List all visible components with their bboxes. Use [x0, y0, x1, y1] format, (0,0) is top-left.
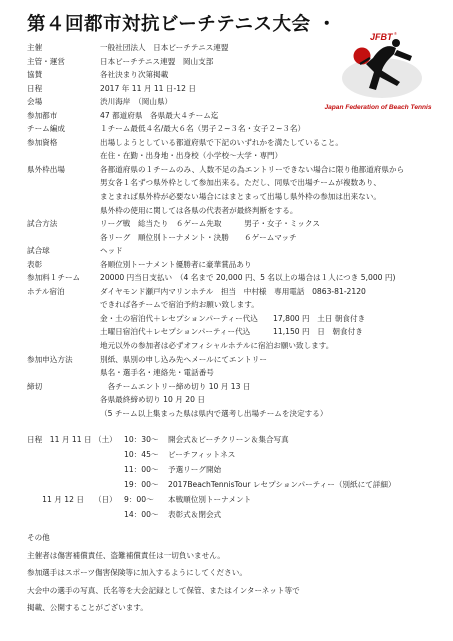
- schedule-time: 11：00～: [124, 465, 159, 474]
- schedule-event: 表彰式＆閉会式: [168, 510, 222, 519]
- row-value: 一般社団法人 日本ビーチテニス連盟: [100, 43, 229, 52]
- info-row: [27, 380, 447, 394]
- schedule-event: 2017BeachTennisTour レセプションパーティー（別紙にて詳細）: [168, 480, 396, 489]
- info-row: [27, 82, 447, 96]
- row-value: 各社決まり次第掲載: [100, 70, 169, 80]
- schedule-day: [27, 477, 94, 492]
- schedule-weekday: [94, 477, 124, 492]
- note-line: 参加選手はスポーツ傷害保険等に加入するようにしてください。: [27, 568, 247, 577]
- row-label: ホテル宿泊: [27, 286, 65, 296]
- row-value: リーグ戦 総当たり ６ゲーム先取 男子・女子・ミックス: [100, 219, 320, 229]
- row-value: 県名・選手名・連絡先・電話番号: [100, 368, 214, 378]
- schedule-time: 14：00～: [124, 510, 159, 519]
- row-label: [27, 366, 100, 380]
- row-value: 在住・在勤・出身地・出身校（小学校～大学・専門）: [100, 151, 283, 161]
- info-row: [27, 204, 447, 218]
- schedule-day: [27, 507, 94, 522]
- row-value: 47 都道府県 各県最大４チーム迄: [100, 110, 219, 120]
- row-value: 各リーグ 順位別トーナメント・決勝 ６ゲームマッチ: [100, 232, 297, 242]
- info-row: [27, 271, 447, 285]
- schedule-day: [27, 462, 94, 477]
- schedule-event: 開会式＆ビーチクリーン＆集合写真: [168, 435, 289, 444]
- schedule-row: [27, 432, 447, 447]
- schedule-day: [27, 447, 94, 462]
- row-value: 地元以外の参加者は必ずオフィシャルホテルに宿泊お願い致します。: [100, 341, 334, 351]
- info-row: [27, 231, 447, 245]
- row-value: （5 チーム以上集まった県は県内で選考し出場チームを決定する）: [100, 408, 328, 418]
- info-row: [27, 393, 447, 407]
- row-label: 県外枠出場: [27, 164, 65, 174]
- row-label: [27, 312, 100, 326]
- row-label: [27, 231, 100, 245]
- row-label: [27, 176, 100, 190]
- row-label: [27, 190, 100, 204]
- row-label: [27, 325, 100, 339]
- row-value: 男女各１名ずつ県外枠として参加出来る。ただし、同県で出場チームが複数あり、: [100, 178, 381, 188]
- note-line: 掲載、公開することがございます。: [27, 603, 148, 612]
- schedule: [27, 432, 447, 522]
- row-value: 金・土の宿泊代＋レセプションパーティー代込 17,800 円 土日 朝食付き: [100, 313, 366, 323]
- row-value: 土曜日宿泊代＋レセプションパーティー代込 11,150 円 日 朝食付き: [100, 327, 363, 337]
- note-line: 主催者は傷害補償責任、盗難補償責任は一切負いません。: [27, 550, 225, 560]
- info-row: [27, 244, 447, 258]
- row-value: まとまれば県外枠が必要ない場合にはまとまって出場し県外枠の参加は出来ない。: [100, 192, 381, 202]
- info-row: [27, 285, 447, 299]
- row-label: [27, 204, 100, 218]
- row-value: 各都道府県の１チームのみ、人数不足の為エントリーできない場合に限り他都道府県から: [100, 164, 405, 174]
- schedule-row: [27, 477, 447, 492]
- info-row: [27, 176, 447, 190]
- info-row: [27, 407, 447, 421]
- row-value: 20000 円当日支払い （4 名まで 20,000 円、5 名以上の場合は１人につき 5,000 円): [100, 273, 396, 283]
- info-row: [27, 353, 447, 367]
- schedule-row: [27, 507, 447, 522]
- info-row: [27, 68, 447, 82]
- info-row: [27, 366, 447, 380]
- row-value: できれば各チームで宿泊予約お願い致します。: [100, 300, 259, 310]
- schedule-time: 9：00～: [124, 495, 154, 504]
- schedule-day: 11 月 12 日: [27, 495, 84, 504]
- row-label: 参加申込方法: [27, 354, 73, 364]
- row-label: 会場: [27, 97, 43, 107]
- row-label: 主催: [27, 43, 43, 52]
- schedule-event: 予選リーグ開始: [168, 465, 222, 474]
- schedule-time: 10：30～: [124, 435, 159, 444]
- schedule-weekday: [94, 447, 124, 462]
- row-value: ヘッド: [100, 246, 123, 256]
- info-row: [27, 298, 447, 312]
- info-row: [27, 163, 447, 177]
- row-label: 試合方法: [27, 219, 58, 229]
- row-label: チーム編成: [27, 124, 65, 134]
- schedule-row: [27, 447, 447, 462]
- svg-text:®: ®: [394, 31, 397, 36]
- row-value: 別紙、県別の申し込み先へメールにてエントリー: [100, 354, 267, 364]
- schedule-weekday: [94, 462, 124, 477]
- row-value: 各県最終締め切り 10 月 20 日: [100, 395, 205, 405]
- info-row: [27, 41, 447, 55]
- row-label: 試合球: [27, 246, 50, 256]
- row-value: １チーム最低４名/最大６名（男子２~３名・女子２~３名）: [100, 124, 306, 134]
- row-label: [27, 407, 100, 421]
- info-row: [27, 109, 447, 123]
- row-value: 2017 年 11 月 11 日-12 日: [100, 83, 196, 93]
- info-row: [27, 95, 447, 109]
- row-label: 締切: [27, 381, 43, 391]
- schedule-event: ビーチフィットネス: [168, 450, 236, 459]
- other-notes: [27, 529, 447, 617]
- schedule-row: [27, 462, 447, 477]
- info-row: [27, 312, 447, 326]
- info-row: [27, 258, 447, 272]
- schedule-row: [27, 492, 447, 507]
- row-label: 表彰: [27, 259, 43, 269]
- note-line: 大会中の選手の写真、氏名等を大会記録として保管、またはインターネット等で: [27, 585, 300, 595]
- schedule-weekday: [94, 507, 124, 522]
- info-row: [27, 325, 447, 339]
- row-label: 主管・運営: [27, 56, 65, 66]
- schedule-day: 日程 11 月 11 日: [27, 435, 92, 444]
- schedule-event: 本戦順位別トーナメント: [168, 495, 252, 504]
- row-label: [27, 339, 100, 353]
- row-label: [27, 298, 100, 312]
- federation-name: Japan Federation of Beach Tennis: [324, 104, 432, 111]
- schedule-weekday: （日）: [94, 495, 117, 504]
- row-label: 日程: [27, 83, 43, 93]
- info-row: [27, 217, 447, 231]
- row-value: 日本ビーチテニス連盟 岡山支部: [100, 56, 214, 66]
- schedule-time: 19：00～: [124, 480, 159, 489]
- row-label: 参加料１チーム: [27, 273, 81, 283]
- row-value: 渋川海岸 （岡山県）: [100, 97, 173, 107]
- row-value: 県外枠の使用に関しては各県の代表者が最終判断をする。: [100, 205, 298, 215]
- info-row: [27, 149, 447, 163]
- row-label: 参加資格: [27, 137, 58, 147]
- row-label: 協賛: [27, 70, 43, 80]
- info-row: [27, 122, 447, 136]
- row-label: [27, 393, 100, 407]
- info-row: [27, 136, 447, 150]
- row-value: ダイヤモンド瀬戸内マリンホテル 担当 中村様 専用電話 0863-81-2120: [100, 286, 366, 296]
- row-value: 各チームエントリー締め切り 10 月 13 日: [100, 381, 251, 391]
- schedule-weekday: （土）: [94, 435, 117, 444]
- page-title: 第４回都市対抗ビーチテニス大会 ・: [27, 14, 337, 35]
- row-label: [27, 149, 100, 163]
- info-table: [27, 41, 447, 420]
- info-row: [27, 339, 447, 353]
- info-row: [27, 55, 447, 69]
- other-heading: その他: [27, 533, 50, 542]
- schedule-time: 10：45～: [124, 450, 159, 459]
- row-value: 出場しようとしている都道府県で下記のいずれかを満たしていること。: [100, 137, 343, 147]
- svg-text:JFBT: JFBT: [370, 32, 393, 42]
- row-value: 各順位別トーナメント優勝者に豪華賞品あり: [100, 259, 252, 269]
- info-row: [27, 190, 447, 204]
- row-label: 参加都市: [27, 110, 58, 120]
